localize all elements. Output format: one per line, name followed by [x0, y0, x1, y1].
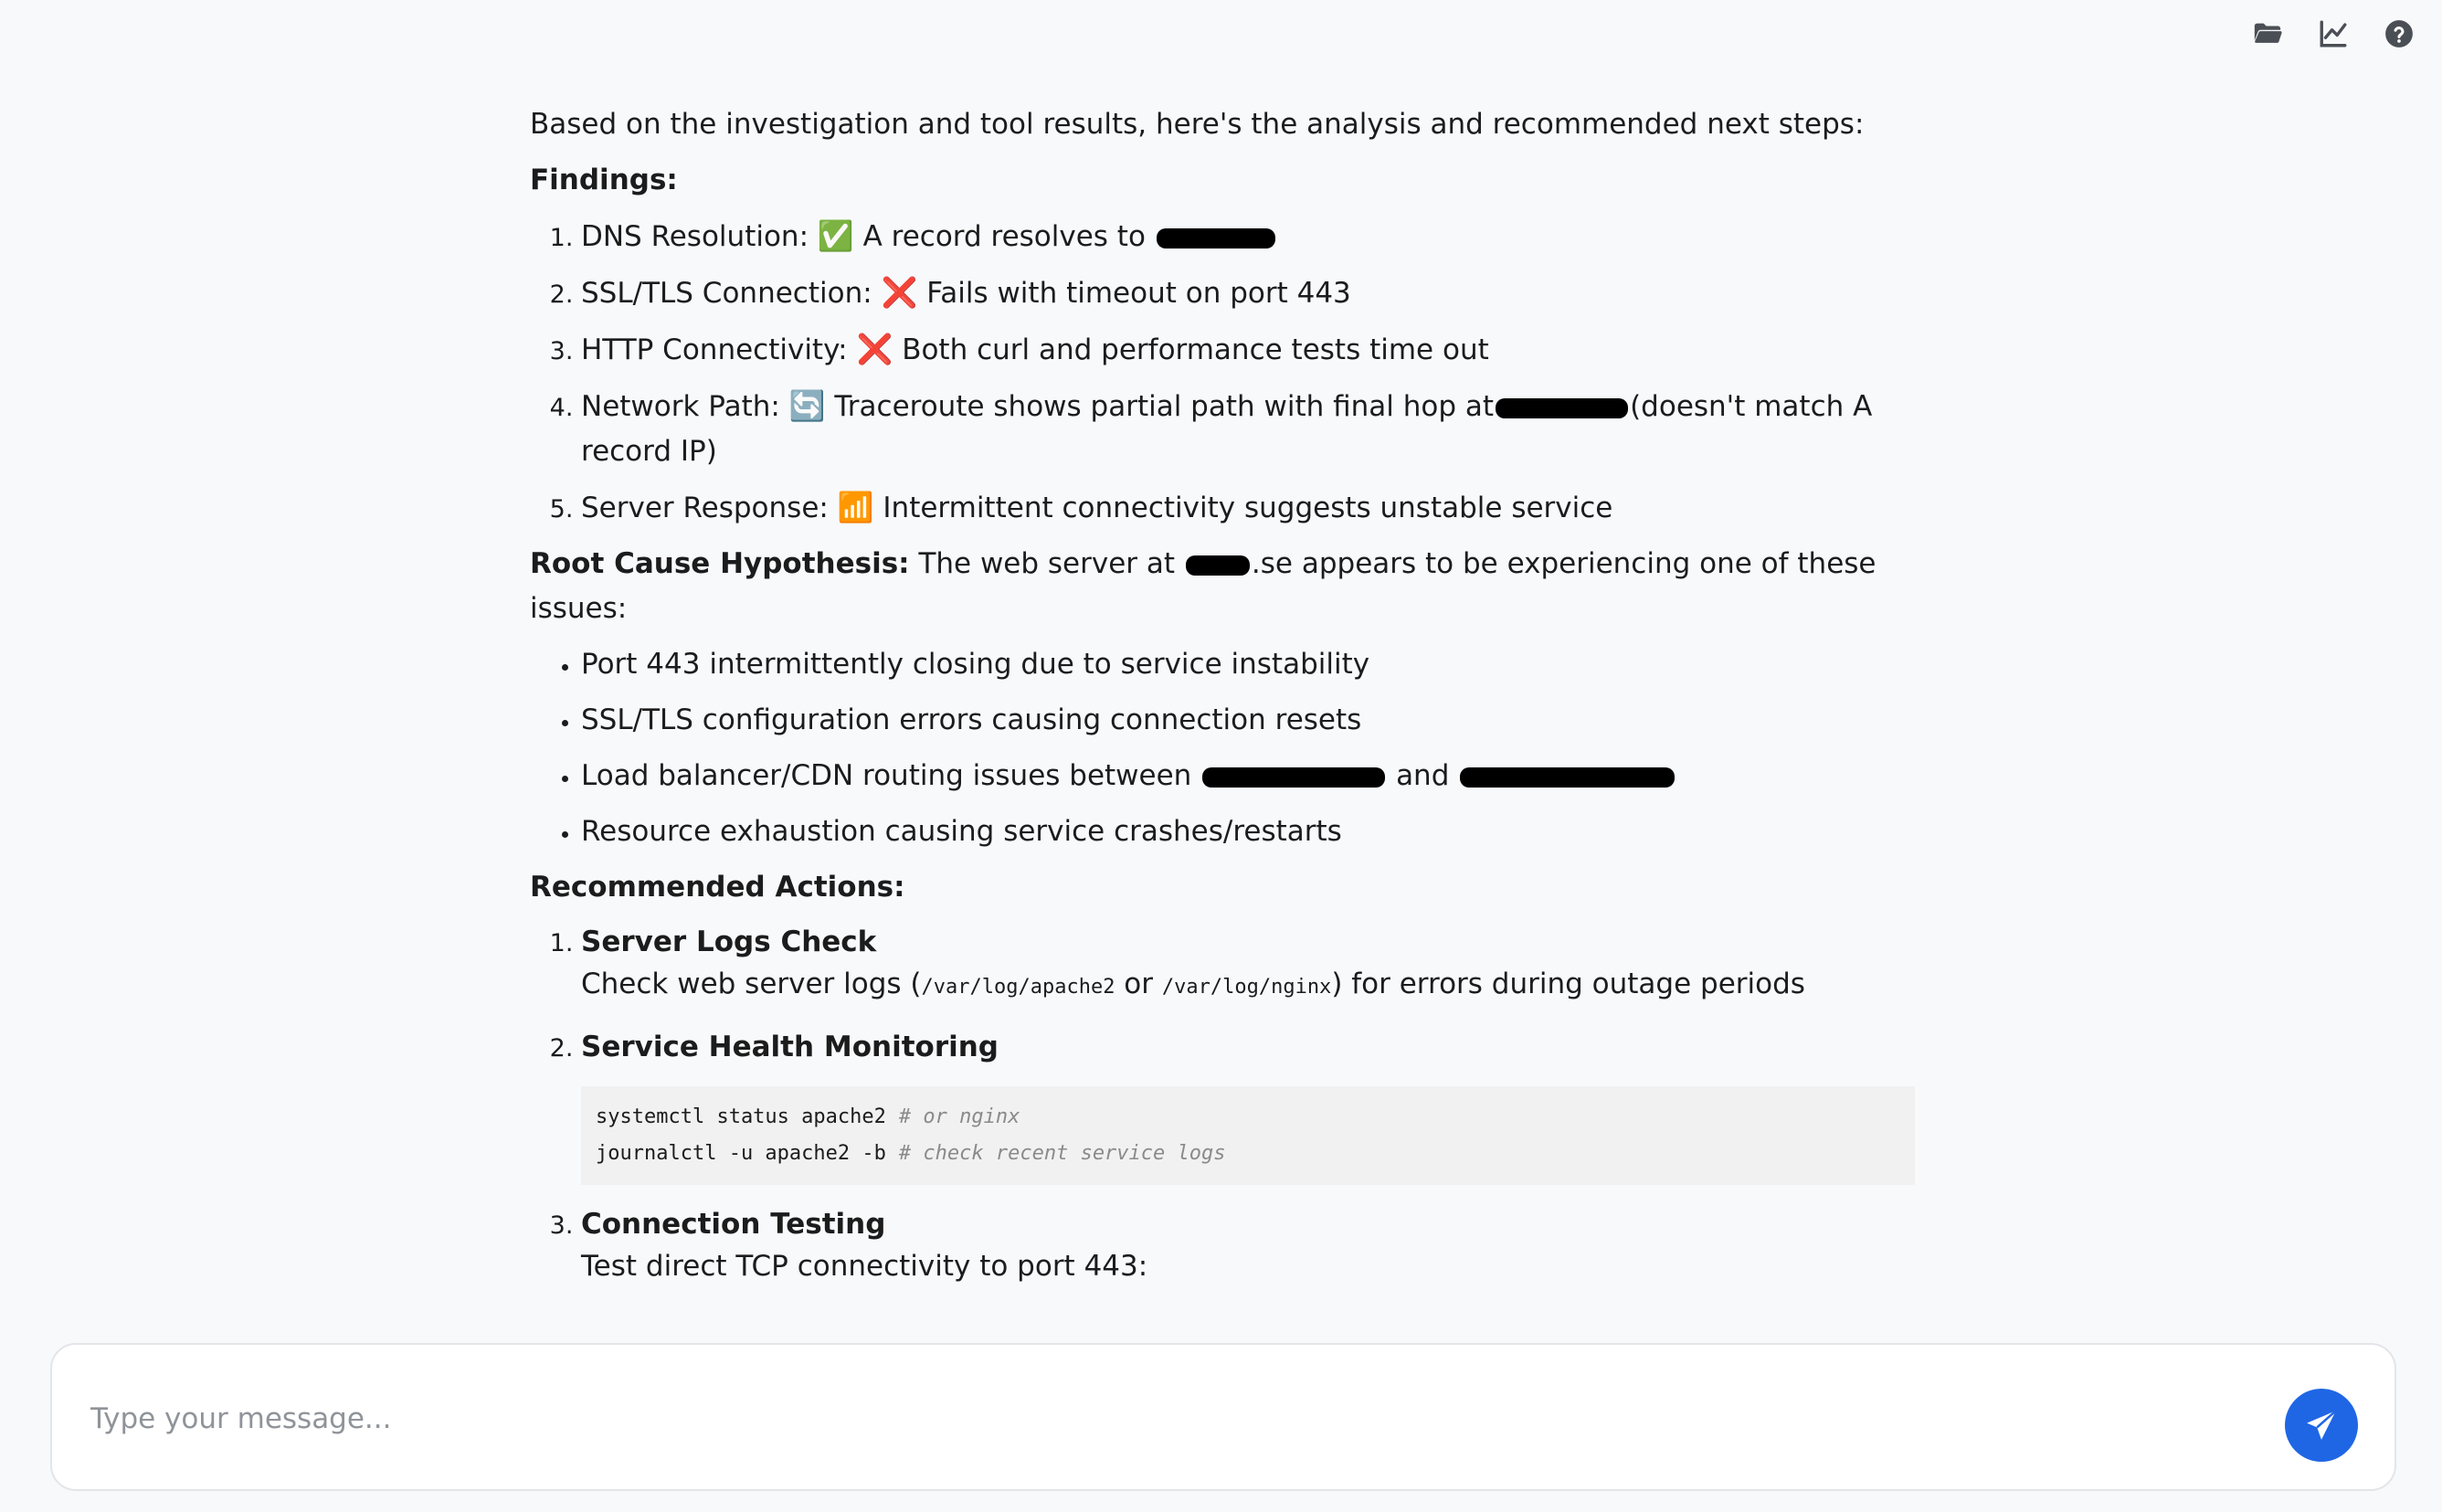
- action-title: 2. Service Health Monitoring: [581, 1031, 999, 1063]
- findings-heading: Findings:: [530, 164, 678, 196]
- issue-item: • Port 443 intermittently closing due to service instability: [581, 642, 1937, 687]
- code-block: [581, 1086, 1915, 1185]
- issue-item: • SSL/TLS configuration errors causing connection resets: [581, 698, 1937, 743]
- check-mark-icon: ✅: [817, 218, 854, 253]
- chart-line-icon[interactable]: [2318, 18, 2349, 49]
- issue-item: • Resource exhaustion causing service crashes/restarts: [581, 809, 1937, 854]
- send-button[interactable]: [2285, 1389, 2358, 1462]
- redacted-ip: [1460, 767, 1675, 788]
- cross-mark-icon: ❌: [856, 332, 893, 366]
- message-input[interactable]: [89, 1390, 2194, 1447]
- issues-list: [530, 642, 1937, 854]
- message-composer: [50, 1343, 2396, 1491]
- intro-text: Based on the investigation and tool results, here's the analysis and recommended next steps:: [530, 108, 1865, 141]
- issue-item: • Load balancer/CDN routing issues between and: [581, 754, 1937, 798]
- signal-icon: 📶: [837, 490, 874, 524]
- actions-list: [530, 921, 1937, 1287]
- refresh-icon: 🔄: [788, 388, 826, 423]
- inline-code: /var/log/apache2: [921, 976, 1115, 999]
- redacted-ip: [1202, 767, 1385, 788]
- action-title: 1. Server Logs Check: [581, 925, 877, 958]
- finding-item: 4. Network Path: 🔄 Traceroute shows partial path with final hop at (doesn't match A record IP): [581, 384, 1937, 474]
- actions-heading: Recommended Actions:: [530, 871, 905, 904]
- action-item: 1. Server Logs Check Check web server logs (/var/log/apache2 or /var/log/nginx) for errors during outage periods: [581, 921, 1937, 1009]
- help-icon[interactable]: [2384, 18, 2415, 49]
- top-toolbar: [2252, 18, 2415, 49]
- redacted-ip: [1157, 228, 1275, 248]
- cross-mark-icon: ❌: [881, 275, 918, 310]
- redacted-ip: [1496, 398, 1628, 418]
- finding-item: 2. SSL/TLS Connection: ❌ Fails with timeout on port 443: [581, 270, 1937, 316]
- assistant-message: [530, 102, 1937, 1298]
- action-title: 3. Connection Testing: [581, 1208, 886, 1241]
- root-cause-paragraph: Root Cause Hypothesis: The web server at .se appears to be experiencing one of these issues:: [530, 547, 1876, 625]
- finding-item: 3. HTTP Connectivity: ❌ Both curl and performance tests time out: [581, 327, 1937, 373]
- root-cause-label: Root Cause Hypothesis:: [530, 547, 910, 580]
- finding-item: 1. DNS Resolution: ✅ A record resolves to: [581, 214, 1937, 259]
- redacted-domain: [1186, 555, 1250, 576]
- inline-code: /var/log/nginx: [1161, 976, 1332, 999]
- findings-list: [530, 214, 1937, 531]
- finding-item: 5. Server Response: 📶 Intermittent connectivity suggests unstable service: [581, 485, 1937, 531]
- code-line: systemctl status apache2 # or nginx: [596, 1105, 1020, 1128]
- send-icon: [2304, 1408, 2339, 1443]
- action-item: 3. Connection Testing Test direct TCP connectivity to port 443:: [581, 1203, 1937, 1287]
- action-item: [581, 1025, 1937, 1185]
- folder-icon[interactable]: [2252, 18, 2283, 49]
- code-line: journalctl -u apache2 -b # check recent service logs: [596, 1142, 1226, 1165]
